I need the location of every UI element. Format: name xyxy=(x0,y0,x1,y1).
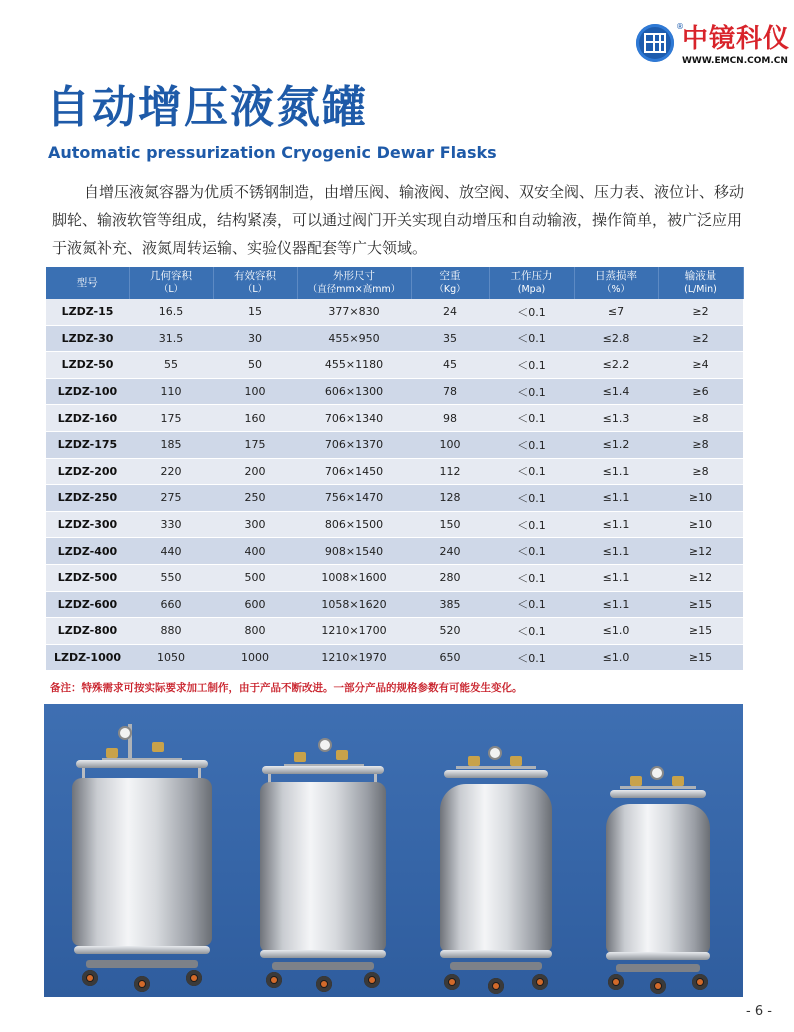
table-cell: ≤2.2 xyxy=(574,352,658,379)
table-row xyxy=(46,299,743,325)
table-cell: 1050 xyxy=(129,644,213,671)
table-cell: 280 xyxy=(411,564,489,591)
table-cell: ≥15 xyxy=(658,591,743,618)
table-row xyxy=(46,352,743,379)
table-cell: 756×1470 xyxy=(297,485,411,512)
table-cell: 400 xyxy=(213,538,297,565)
table-cell: 30 xyxy=(213,325,297,352)
column-header-unit: (L/Min) xyxy=(684,284,717,295)
table-header-row xyxy=(46,267,743,299)
table-cell: ＜0.1 xyxy=(489,378,574,405)
table-row xyxy=(46,485,743,512)
table-cell: 24 xyxy=(411,299,489,325)
table-cell: ≥2 xyxy=(658,299,743,325)
table-cell: ≤1.3 xyxy=(574,405,658,432)
table-cell: 1000 xyxy=(213,644,297,671)
model-cell: LZDZ-400 xyxy=(46,538,129,565)
table-cell: 650 xyxy=(411,644,489,671)
spec-table xyxy=(46,267,744,671)
table-row xyxy=(46,378,743,405)
table-cell: 330 xyxy=(129,511,213,538)
column-header-unit: （L） xyxy=(242,284,268,295)
table-cell: 520 xyxy=(411,618,489,645)
brand-logo xyxy=(636,22,791,68)
table-cell: ≥12 xyxy=(658,538,743,565)
table-row xyxy=(46,458,743,485)
table-cell: ＜0.1 xyxy=(489,325,574,352)
table-cell: ＜0.1 xyxy=(489,352,574,379)
table-cell: 110 xyxy=(129,378,213,405)
table-cell: 806×1500 xyxy=(297,511,411,538)
table-cell: ＜0.1 xyxy=(489,299,574,325)
table-cell: 250 xyxy=(213,485,297,512)
table-cell: ＜0.1 xyxy=(489,591,574,618)
column-header-label: 有效容积 xyxy=(234,270,276,282)
table-cell: 1210×1970 xyxy=(297,644,411,671)
column-header xyxy=(411,267,489,299)
table-cell: 600 xyxy=(213,591,297,618)
product-photo xyxy=(44,704,743,997)
column-header xyxy=(489,267,574,299)
column-header-label: 输液量 xyxy=(684,270,717,282)
page-number: - 6 - xyxy=(746,1004,772,1019)
table-body xyxy=(46,299,743,671)
footnote: 备注：特殊需求可按实际要求加工制作，由于产品不断改进。一部分产品的规格参数有可能发生变化。 xyxy=(50,682,523,694)
registered-mark: ® xyxy=(676,22,684,31)
table-cell: 660 xyxy=(129,591,213,618)
table-cell: 455×1180 xyxy=(297,352,411,379)
model-cell: LZDZ-175 xyxy=(46,431,129,458)
table-cell: 220 xyxy=(129,458,213,485)
table-row xyxy=(46,618,743,645)
table-cell: ≥15 xyxy=(658,618,743,645)
table-cell: 455×950 xyxy=(297,325,411,352)
table-cell: 240 xyxy=(411,538,489,565)
model-cell: LZDZ-1000 xyxy=(46,644,129,671)
table-cell: 160 xyxy=(213,405,297,432)
table-cell: ≥10 xyxy=(658,511,743,538)
table-cell: ≤1.0 xyxy=(574,618,658,645)
dewar-tank-icon xyxy=(260,738,386,996)
table-row xyxy=(46,538,743,565)
table-row xyxy=(46,405,743,432)
model-cell: LZDZ-100 xyxy=(46,378,129,405)
table-cell: 50 xyxy=(213,352,297,379)
table-row xyxy=(46,431,743,458)
table-cell: ≤1.1 xyxy=(574,485,658,512)
table-cell: 908×1540 xyxy=(297,538,411,565)
table-row xyxy=(46,325,743,352)
column-header-label: 型号 xyxy=(76,276,98,289)
column-header-unit: （Kg） xyxy=(434,284,466,295)
table-cell: ≥8 xyxy=(658,431,743,458)
table-cell: ＜0.1 xyxy=(489,485,574,512)
table-cell: 100 xyxy=(213,378,297,405)
brand-name: 中镜科仪 xyxy=(682,24,791,54)
table-cell: ≤1.2 xyxy=(574,431,658,458)
table-cell: ≥8 xyxy=(658,458,743,485)
intro-paragraph: 自增压液氮容器为优质不锈钢制造，由增压阀、输液阀、放空阀、双安全阀、压力表、液位计、移动脚轮、输液软管等组成，结构紧凑，可以通过阀门开关实现自动增压和自动输液，操作简单，被广泛应用于液氮补充、液氮周转运输、实验仪器配套等广大领域。 xyxy=(52,183,745,257)
table-cell: 385 xyxy=(411,591,489,618)
table-cell: 800 xyxy=(213,618,297,645)
table-cell: 500 xyxy=(213,564,297,591)
table-row xyxy=(46,564,743,591)
table-row xyxy=(46,591,743,618)
column-header-label: 空重 xyxy=(439,270,461,282)
table-cell: 150 xyxy=(411,511,489,538)
table-cell: 706×1370 xyxy=(297,431,411,458)
page-title: 自动增压液氮罐 xyxy=(46,82,368,133)
page-subtitle: Automatic pressurization Cryogenic Dewar Flasks xyxy=(48,143,497,162)
column-header xyxy=(297,267,411,299)
table-cell: 98 xyxy=(411,405,489,432)
model-cell: LZDZ-50 xyxy=(46,352,129,379)
table-cell: 377×830 xyxy=(297,299,411,325)
table-row xyxy=(46,644,743,671)
table-cell: ≥10 xyxy=(658,485,743,512)
model-cell: LZDZ-30 xyxy=(46,325,129,352)
model-cell: LZDZ-200 xyxy=(46,458,129,485)
table-cell: ≤1.1 xyxy=(574,538,658,565)
table-cell: 175 xyxy=(129,405,213,432)
table-cell: ＜0.1 xyxy=(489,431,574,458)
model-cell: LZDZ-160 xyxy=(46,405,129,432)
column-header xyxy=(46,267,129,299)
column-header-unit: (Mpa) xyxy=(517,284,546,295)
table-cell: 275 xyxy=(129,485,213,512)
table-cell: 440 xyxy=(129,538,213,565)
table-cell: 16.5 xyxy=(129,299,213,325)
table-cell: 55 xyxy=(129,352,213,379)
table-cell: 550 xyxy=(129,564,213,591)
table-cell: 185 xyxy=(129,431,213,458)
table-cell: ≥8 xyxy=(658,405,743,432)
table-cell: ≤1.1 xyxy=(574,564,658,591)
table-cell: 78 xyxy=(411,378,489,405)
table-cell: ＜0.1 xyxy=(489,405,574,432)
column-header xyxy=(574,267,658,299)
dewar-tank-icon xyxy=(72,724,212,996)
table-cell: 880 xyxy=(129,618,213,645)
table-cell: 112 xyxy=(411,458,489,485)
table-cell: 128 xyxy=(411,485,489,512)
column-header-unit: （%） xyxy=(601,284,631,295)
table-cell: ≤1.1 xyxy=(574,458,658,485)
table-cell: ≤7 xyxy=(574,299,658,325)
table-cell: ≥15 xyxy=(658,644,743,671)
model-cell: LZDZ-15 xyxy=(46,299,129,325)
column-header-label: 工作压力 xyxy=(510,270,553,282)
column-header xyxy=(658,267,743,299)
model-cell: LZDZ-800 xyxy=(46,618,129,645)
column-header-label: 日蒸损率 xyxy=(595,270,637,282)
table-row xyxy=(46,511,743,538)
dewar-tank-icon xyxy=(606,766,710,996)
table-cell: ≥12 xyxy=(658,564,743,591)
table-cell: 15 xyxy=(213,299,297,325)
table-cell: ≥4 xyxy=(658,352,743,379)
table-cell: 706×1450 xyxy=(297,458,411,485)
table-cell: 35 xyxy=(411,325,489,352)
column-header-label: 外形尺寸 xyxy=(333,270,375,282)
table-cell: 606×1300 xyxy=(297,378,411,405)
table-cell: ≤2.8 xyxy=(574,325,658,352)
table-cell: 175 xyxy=(213,431,297,458)
table-cell: ≥6 xyxy=(658,378,743,405)
model-cell: LZDZ-300 xyxy=(46,511,129,538)
table-cell: 1058×1620 xyxy=(297,591,411,618)
table-cell: 31.5 xyxy=(129,325,213,352)
column-header-unit: （L） xyxy=(158,284,184,295)
table-cell: ≤1.1 xyxy=(574,511,658,538)
table-cell: 1210×1700 xyxy=(297,618,411,645)
dewar-tank-icon xyxy=(440,746,552,996)
model-cell: LZDZ-250 xyxy=(46,485,129,512)
table-cell: 100 xyxy=(411,431,489,458)
table-cell: ≤1.4 xyxy=(574,378,658,405)
table-cell: 200 xyxy=(213,458,297,485)
table-cell: 1008×1600 xyxy=(297,564,411,591)
table-cell: 300 xyxy=(213,511,297,538)
table-cell: 45 xyxy=(411,352,489,379)
column-header-label: 几何容积 xyxy=(150,270,192,282)
column-header-unit: （直径mm×高mm） xyxy=(307,284,401,295)
column-header xyxy=(129,267,213,299)
model-cell: LZDZ-600 xyxy=(46,591,129,618)
table-cell: ＜0.1 xyxy=(489,618,574,645)
table-cell: ＜0.1 xyxy=(489,564,574,591)
table-cell: ＜0.1 xyxy=(489,644,574,671)
table-cell: ＜0.1 xyxy=(489,511,574,538)
table-cell: ＜0.1 xyxy=(489,538,574,565)
brand-emblem-icon xyxy=(636,24,674,62)
table-cell: ≤1.0 xyxy=(574,644,658,671)
brand-url: WWW.EMCN.COM.CN xyxy=(682,56,788,66)
model-cell: LZDZ-500 xyxy=(46,564,129,591)
table-cell: 706×1340 xyxy=(297,405,411,432)
table-cell: ≥2 xyxy=(658,325,743,352)
column-header xyxy=(213,267,297,299)
table-cell: ＜0.1 xyxy=(489,458,574,485)
table-cell: ≤1.1 xyxy=(574,591,658,618)
